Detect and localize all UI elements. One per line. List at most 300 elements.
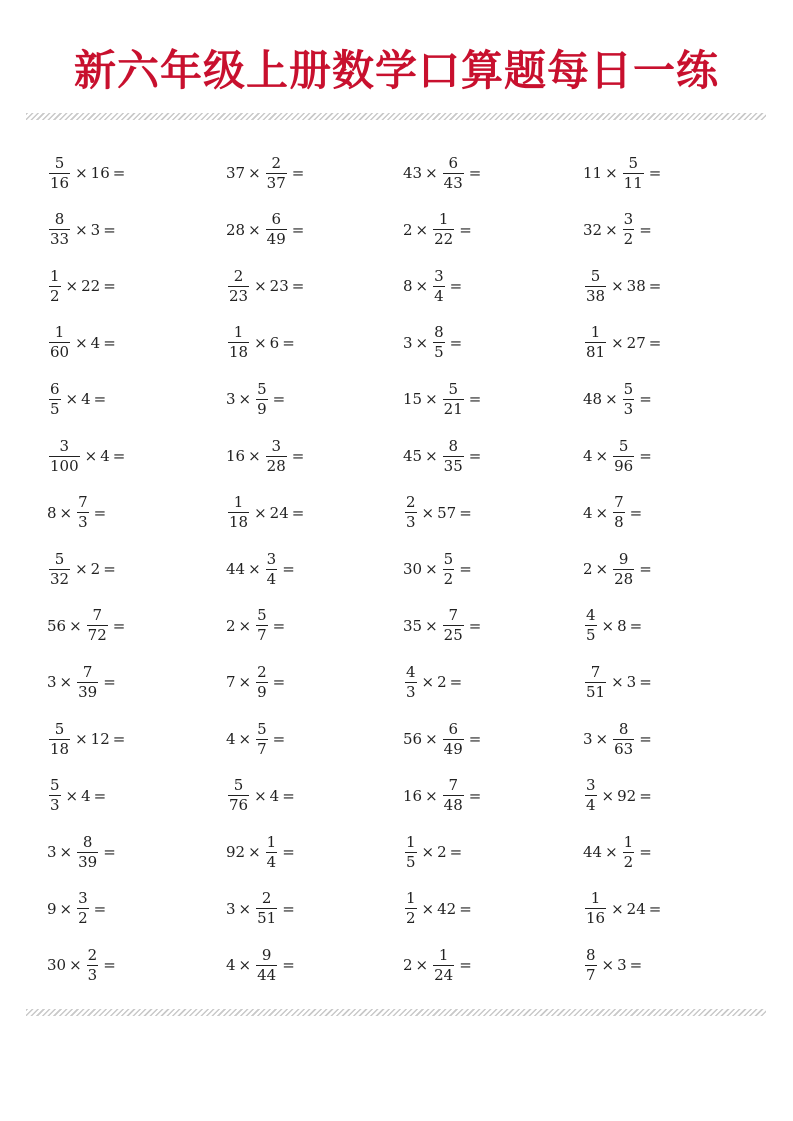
integer: 92: [226, 843, 246, 862]
equals-sign: =: [639, 730, 652, 748]
fraction-numerator: 1: [50, 266, 60, 285]
integer: 30: [403, 560, 423, 579]
times-sign: ×: [75, 333, 88, 352]
times-sign: ×: [605, 390, 618, 409]
problem-item: [583, 774, 655, 818]
fraction-numerator: 7: [448, 606, 458, 625]
fraction: [443, 153, 464, 192]
integer: 6: [269, 333, 280, 352]
fraction-denominator: 4: [586, 796, 596, 815]
times-sign: ×: [238, 730, 252, 748]
fraction-numerator: 5: [623, 379, 634, 398]
fraction-denominator: 2: [50, 286, 60, 305]
fraction-numerator: 3: [434, 266, 444, 285]
equals-sign: =: [282, 956, 295, 975]
equals-sign: =: [449, 333, 463, 352]
fraction-denominator: 43: [443, 173, 463, 192]
fraction: [266, 436, 287, 475]
equals-sign: =: [468, 390, 482, 409]
problem-item: [226, 321, 298, 365]
equals-sign: =: [93, 503, 107, 522]
fraction-denominator: 81: [586, 343, 606, 362]
equals-sign: =: [291, 220, 305, 239]
times-sign: ×: [611, 673, 624, 692]
fraction-denominator: 5: [406, 852, 416, 871]
times-sign: ×: [248, 843, 261, 862]
equals-sign: =: [112, 616, 126, 635]
fraction-numerator: 5: [443, 549, 454, 568]
problem-item: [226, 830, 298, 874]
integer: 24: [626, 899, 646, 918]
times-sign: ×: [425, 616, 438, 635]
fraction: [623, 153, 644, 192]
fraction-denominator: 2: [443, 569, 454, 588]
fraction-denominator: 16: [50, 173, 70, 192]
fraction-numerator: 7: [614, 493, 624, 512]
integer: 2: [583, 560, 593, 579]
fraction-numerator: 2: [261, 889, 272, 908]
fraction: [405, 495, 417, 530]
equals-sign: =: [272, 390, 286, 409]
times-sign: ×: [65, 390, 79, 409]
fraction-numerator: 5: [50, 776, 60, 795]
fraction: [433, 212, 454, 247]
fraction-numerator: 7: [448, 776, 458, 795]
times-sign: ×: [415, 277, 429, 296]
fraction-denominator: 60: [50, 343, 70, 362]
fraction-denominator: 2: [406, 909, 416, 928]
fraction-numerator: 1: [406, 832, 416, 851]
fraction: [49, 549, 70, 588]
fraction-denominator: 48: [443, 796, 463, 815]
problem-item: [47, 830, 119, 874]
fraction-denominator: 44: [257, 965, 277, 984]
equals-sign: =: [272, 730, 286, 748]
equals-sign: =: [459, 220, 472, 239]
integer: 16: [90, 164, 110, 182]
fraction-numerator: 3: [78, 889, 88, 908]
fraction-numerator: 7: [590, 662, 601, 681]
problem-item: [47, 377, 109, 421]
problem-item: [583, 717, 655, 761]
fraction-denominator: 16: [586, 909, 606, 928]
fraction: [613, 549, 634, 588]
equals-sign: =: [282, 786, 295, 805]
fraction-numerator: 8: [82, 832, 93, 851]
equals-sign: =: [103, 673, 116, 692]
integer: 27: [626, 333, 646, 352]
times-sign: ×: [238, 673, 252, 692]
fraction-numerator: 7: [82, 662, 93, 681]
fraction-numerator: 1: [438, 945, 449, 964]
fraction-denominator: 2: [78, 909, 88, 928]
integer: 44: [226, 560, 246, 579]
fraction-numerator: 3: [59, 436, 70, 455]
problem-item: [403, 491, 475, 535]
times-sign: ×: [425, 730, 438, 748]
fraction: [87, 945, 99, 984]
problem-item: [583, 547, 655, 591]
problem-item: [226, 547, 298, 591]
equals-sign: =: [112, 447, 126, 465]
equals-sign: =: [629, 616, 643, 635]
fraction-numerator: 7: [78, 493, 88, 512]
problem-item: [403, 434, 484, 478]
integer: 45: [403, 447, 423, 465]
problem-item: [403, 887, 475, 931]
fraction-numerator: 3: [271, 436, 281, 455]
fraction: [87, 608, 108, 643]
problem-item: [47, 321, 119, 365]
times-sign: ×: [59, 843, 73, 862]
integer: 4: [81, 390, 91, 409]
problem-item: [47, 717, 128, 761]
integer: 11: [583, 164, 603, 182]
equals-sign: =: [449, 673, 463, 692]
fraction: [405, 891, 417, 926]
times-sign: ×: [248, 220, 261, 239]
fraction: [585, 778, 597, 813]
fraction-numerator: 2: [87, 945, 98, 964]
times-sign: ×: [238, 390, 252, 409]
problem-item: [47, 151, 128, 195]
fraction: [256, 379, 268, 418]
fraction-numerator: 8: [448, 436, 458, 455]
times-sign: ×: [238, 616, 252, 635]
equals-sign: =: [103, 220, 116, 239]
fraction-denominator: 9: [257, 399, 267, 418]
problem-item: [226, 717, 288, 761]
fraction-numerator: 8: [434, 323, 444, 342]
times-sign: ×: [254, 277, 267, 296]
fraction: [49, 153, 70, 192]
problem-item: [403, 151, 484, 195]
integer: 3: [226, 899, 236, 918]
fraction: [77, 662, 98, 701]
integer: 92: [617, 786, 637, 805]
equals-sign: =: [459, 956, 472, 975]
worksheet-title: 新六年级上册数学口算题每日一练: [73, 46, 719, 95]
fraction: [256, 945, 277, 984]
times-sign: ×: [59, 673, 73, 692]
equals-sign: =: [282, 333, 295, 352]
fraction-numerator: 5: [257, 719, 267, 738]
times-sign: ×: [425, 390, 438, 409]
integer: 9: [47, 899, 57, 918]
problem-item: [583, 264, 664, 308]
problem-item: [403, 830, 465, 874]
equals-sign: =: [648, 164, 662, 182]
integer: 4: [81, 786, 91, 805]
fraction-denominator: 76: [229, 796, 249, 815]
equals-sign: =: [291, 277, 305, 296]
fraction: [443, 719, 464, 758]
integer: 3: [617, 956, 627, 975]
fraction-numerator: 6: [271, 210, 281, 229]
fraction-numerator: 5: [257, 606, 267, 625]
problem-item: [403, 208, 475, 252]
fraction-numerator: 7: [92, 606, 102, 625]
integer: 4: [269, 786, 280, 805]
fraction: [266, 153, 287, 192]
problem-item: [226, 151, 307, 195]
fraction-denominator: 24: [434, 965, 454, 984]
integer: 8: [617, 616, 627, 635]
problem-item: [583, 830, 655, 874]
fraction-numerator: 4: [406, 662, 416, 681]
fraction-denominator: 49: [443, 739, 463, 758]
equals-sign: =: [468, 730, 482, 748]
times-sign: ×: [605, 843, 618, 862]
equals-sign: =: [449, 843, 463, 862]
times-sign: ×: [69, 956, 82, 975]
integer: 7: [226, 673, 236, 692]
integer: 4: [226, 730, 236, 748]
fraction: [77, 891, 89, 926]
fraction-numerator: 1: [590, 889, 601, 908]
problem-item: [403, 321, 465, 365]
fraction: [623, 212, 635, 247]
fraction-denominator: 21: [443, 399, 463, 418]
fraction-numerator: 9: [618, 549, 629, 568]
fraction-numerator: 5: [257, 379, 267, 398]
fraction-denominator: 32: [50, 569, 70, 588]
times-sign: ×: [601, 956, 615, 975]
fraction-numerator: 3: [623, 210, 634, 229]
fraction-denominator: 5: [586, 626, 596, 645]
fraction-denominator: 22: [434, 230, 454, 249]
problem-item: [226, 377, 288, 421]
fraction-denominator: 2: [623, 230, 634, 249]
times-sign: ×: [238, 899, 252, 918]
fraction-denominator: 33: [50, 230, 70, 249]
equals-sign: =: [468, 616, 482, 635]
equals-sign: =: [468, 447, 482, 465]
fraction: [443, 436, 464, 475]
problem-item: [583, 151, 664, 195]
fraction-numerator: 2: [233, 266, 244, 285]
problem-item: [583, 943, 645, 987]
fraction-numerator: 1: [233, 323, 244, 342]
integer: 2: [90, 560, 101, 579]
problem-item: [226, 604, 288, 648]
times-sign: ×: [254, 503, 267, 522]
integer: 2: [226, 616, 236, 635]
integer: 16: [403, 786, 423, 805]
times-sign: ×: [84, 447, 98, 465]
fraction-numerator: 5: [628, 153, 638, 172]
fraction-denominator: 18: [229, 513, 249, 532]
times-sign: ×: [254, 333, 267, 352]
fraction-numerator: 2: [271, 153, 281, 172]
fraction: [585, 266, 606, 305]
fraction-numerator: 1: [590, 323, 601, 342]
problem-item: [226, 208, 307, 252]
fraction-denominator: 28: [266, 456, 286, 475]
equals-sign: =: [103, 560, 116, 579]
equals-sign: =: [639, 560, 652, 579]
times-sign: ×: [595, 503, 609, 522]
problem-item: [47, 208, 119, 252]
integer: 42: [437, 899, 457, 918]
fraction-denominator: 25: [443, 626, 463, 645]
fraction: [49, 778, 61, 813]
fraction: [266, 212, 287, 247]
fraction-denominator: 4: [266, 852, 277, 871]
times-sign: ×: [605, 220, 618, 239]
problem-item: [226, 434, 307, 478]
fraction: [613, 719, 634, 758]
integer: 12: [90, 730, 110, 748]
equals-sign: =: [639, 447, 652, 465]
integer: 3: [226, 390, 236, 409]
integer: 4: [90, 333, 101, 352]
integer: 3: [583, 730, 593, 748]
problem-item: [47, 547, 119, 591]
fraction-denominator: 39: [78, 682, 98, 701]
fraction-numerator: 1: [623, 832, 634, 851]
problem-item: [583, 321, 664, 365]
equals-sign: =: [639, 220, 652, 239]
fraction-denominator: 5: [50, 399, 60, 418]
fraction: [585, 662, 606, 701]
integer: 2: [403, 956, 413, 975]
fraction: [585, 891, 606, 926]
times-sign: ×: [601, 616, 615, 635]
equals-sign: =: [648, 333, 662, 352]
fraction: [585, 608, 597, 643]
fraction-numerator: 5: [618, 436, 629, 455]
integer: 2: [437, 673, 447, 692]
fraction-denominator: 39: [78, 852, 98, 871]
times-sign: ×: [415, 220, 429, 239]
fraction: [77, 832, 98, 871]
fraction: [443, 379, 464, 418]
integer: 4: [226, 956, 236, 975]
problem-item: [403, 717, 484, 761]
integer: 28: [226, 220, 246, 239]
problem-item: [403, 264, 465, 308]
fraction: [256, 891, 277, 926]
equals-sign: =: [648, 277, 662, 296]
fraction-numerator: 8: [586, 945, 596, 964]
integer: 3: [90, 220, 101, 239]
problem-item: [583, 604, 645, 648]
fraction-denominator: 100: [50, 456, 79, 475]
times-sign: ×: [605, 164, 618, 182]
problem-item: [47, 943, 119, 987]
fraction-denominator: 2: [623, 852, 634, 871]
integer: 3: [403, 333, 413, 352]
times-sign: ×: [425, 560, 438, 579]
fraction-numerator: 6: [448, 153, 458, 172]
times-sign: ×: [611, 333, 624, 352]
equals-sign: =: [629, 956, 643, 975]
fraction: [49, 212, 70, 247]
equals-sign: =: [459, 560, 472, 579]
problem-item: [583, 660, 655, 704]
fraction-denominator: 23: [229, 286, 249, 305]
integer: 8: [403, 277, 413, 296]
integer: 24: [269, 503, 289, 522]
fraction-denominator: 3: [623, 399, 634, 418]
equals-sign: =: [103, 333, 116, 352]
fraction: [623, 832, 635, 871]
problem-item: [47, 774, 109, 818]
bottom-divider: [26, 1009, 766, 1016]
fraction-denominator: 18: [229, 343, 249, 362]
integer: 3: [47, 673, 57, 692]
integer: 30: [47, 956, 67, 975]
problem-item: [47, 434, 128, 478]
times-sign: ×: [415, 956, 429, 975]
times-sign: ×: [75, 220, 88, 239]
integer: 57: [437, 503, 457, 522]
fraction: [228, 325, 249, 360]
equals-sign: =: [93, 899, 107, 918]
fraction-denominator: 7: [257, 626, 267, 645]
fraction-denominator: 3: [78, 513, 88, 532]
fraction: [228, 266, 249, 305]
integer: 4: [583, 447, 593, 465]
problem-item: [47, 264, 119, 308]
fraction-numerator: 6: [50, 379, 60, 398]
equals-sign: =: [282, 843, 295, 862]
problem-item: [226, 491, 307, 535]
problem-item: [583, 377, 655, 421]
fraction-numerator: 1: [233, 493, 244, 512]
equals-sign: =: [639, 843, 652, 862]
times-sign: ×: [75, 730, 88, 748]
integer: 4: [583, 503, 593, 522]
fraction: [613, 495, 625, 530]
fraction-numerator: 2: [257, 662, 267, 681]
fraction-numerator: 5: [54, 719, 65, 738]
times-sign: ×: [595, 447, 609, 465]
times-sign: ×: [65, 277, 79, 296]
fraction-denominator: 3: [406, 513, 416, 532]
problem-item: [403, 660, 465, 704]
times-sign: ×: [611, 899, 624, 918]
times-sign: ×: [421, 503, 435, 522]
fraction: [49, 436, 80, 475]
fraction-numerator: 5: [448, 379, 458, 398]
fraction-denominator: 11: [623, 173, 643, 192]
fraction-numerator: 1: [406, 889, 416, 908]
fraction-denominator: 7: [586, 965, 596, 984]
problem-item: [47, 491, 109, 535]
fraction-numerator: 4: [586, 606, 596, 625]
integer: 8: [47, 503, 57, 522]
fraction-numerator: 2: [406, 493, 416, 512]
equals-sign: =: [468, 164, 482, 182]
problem-item: [226, 887, 298, 931]
integer: 23: [269, 277, 289, 296]
equals-sign: =: [291, 447, 305, 465]
fraction-numerator: 3: [586, 776, 596, 795]
equals-sign: =: [103, 956, 116, 975]
problem-item: [403, 377, 484, 421]
times-sign: ×: [421, 899, 435, 918]
times-sign: ×: [75, 164, 88, 182]
fraction-denominator: 51: [257, 909, 277, 928]
integer: 22: [81, 277, 101, 296]
integer: 35: [403, 616, 423, 635]
equals-sign: =: [468, 786, 482, 805]
fraction-denominator: 38: [586, 286, 606, 305]
integer: 56: [403, 730, 423, 748]
integer: 38: [626, 277, 646, 296]
